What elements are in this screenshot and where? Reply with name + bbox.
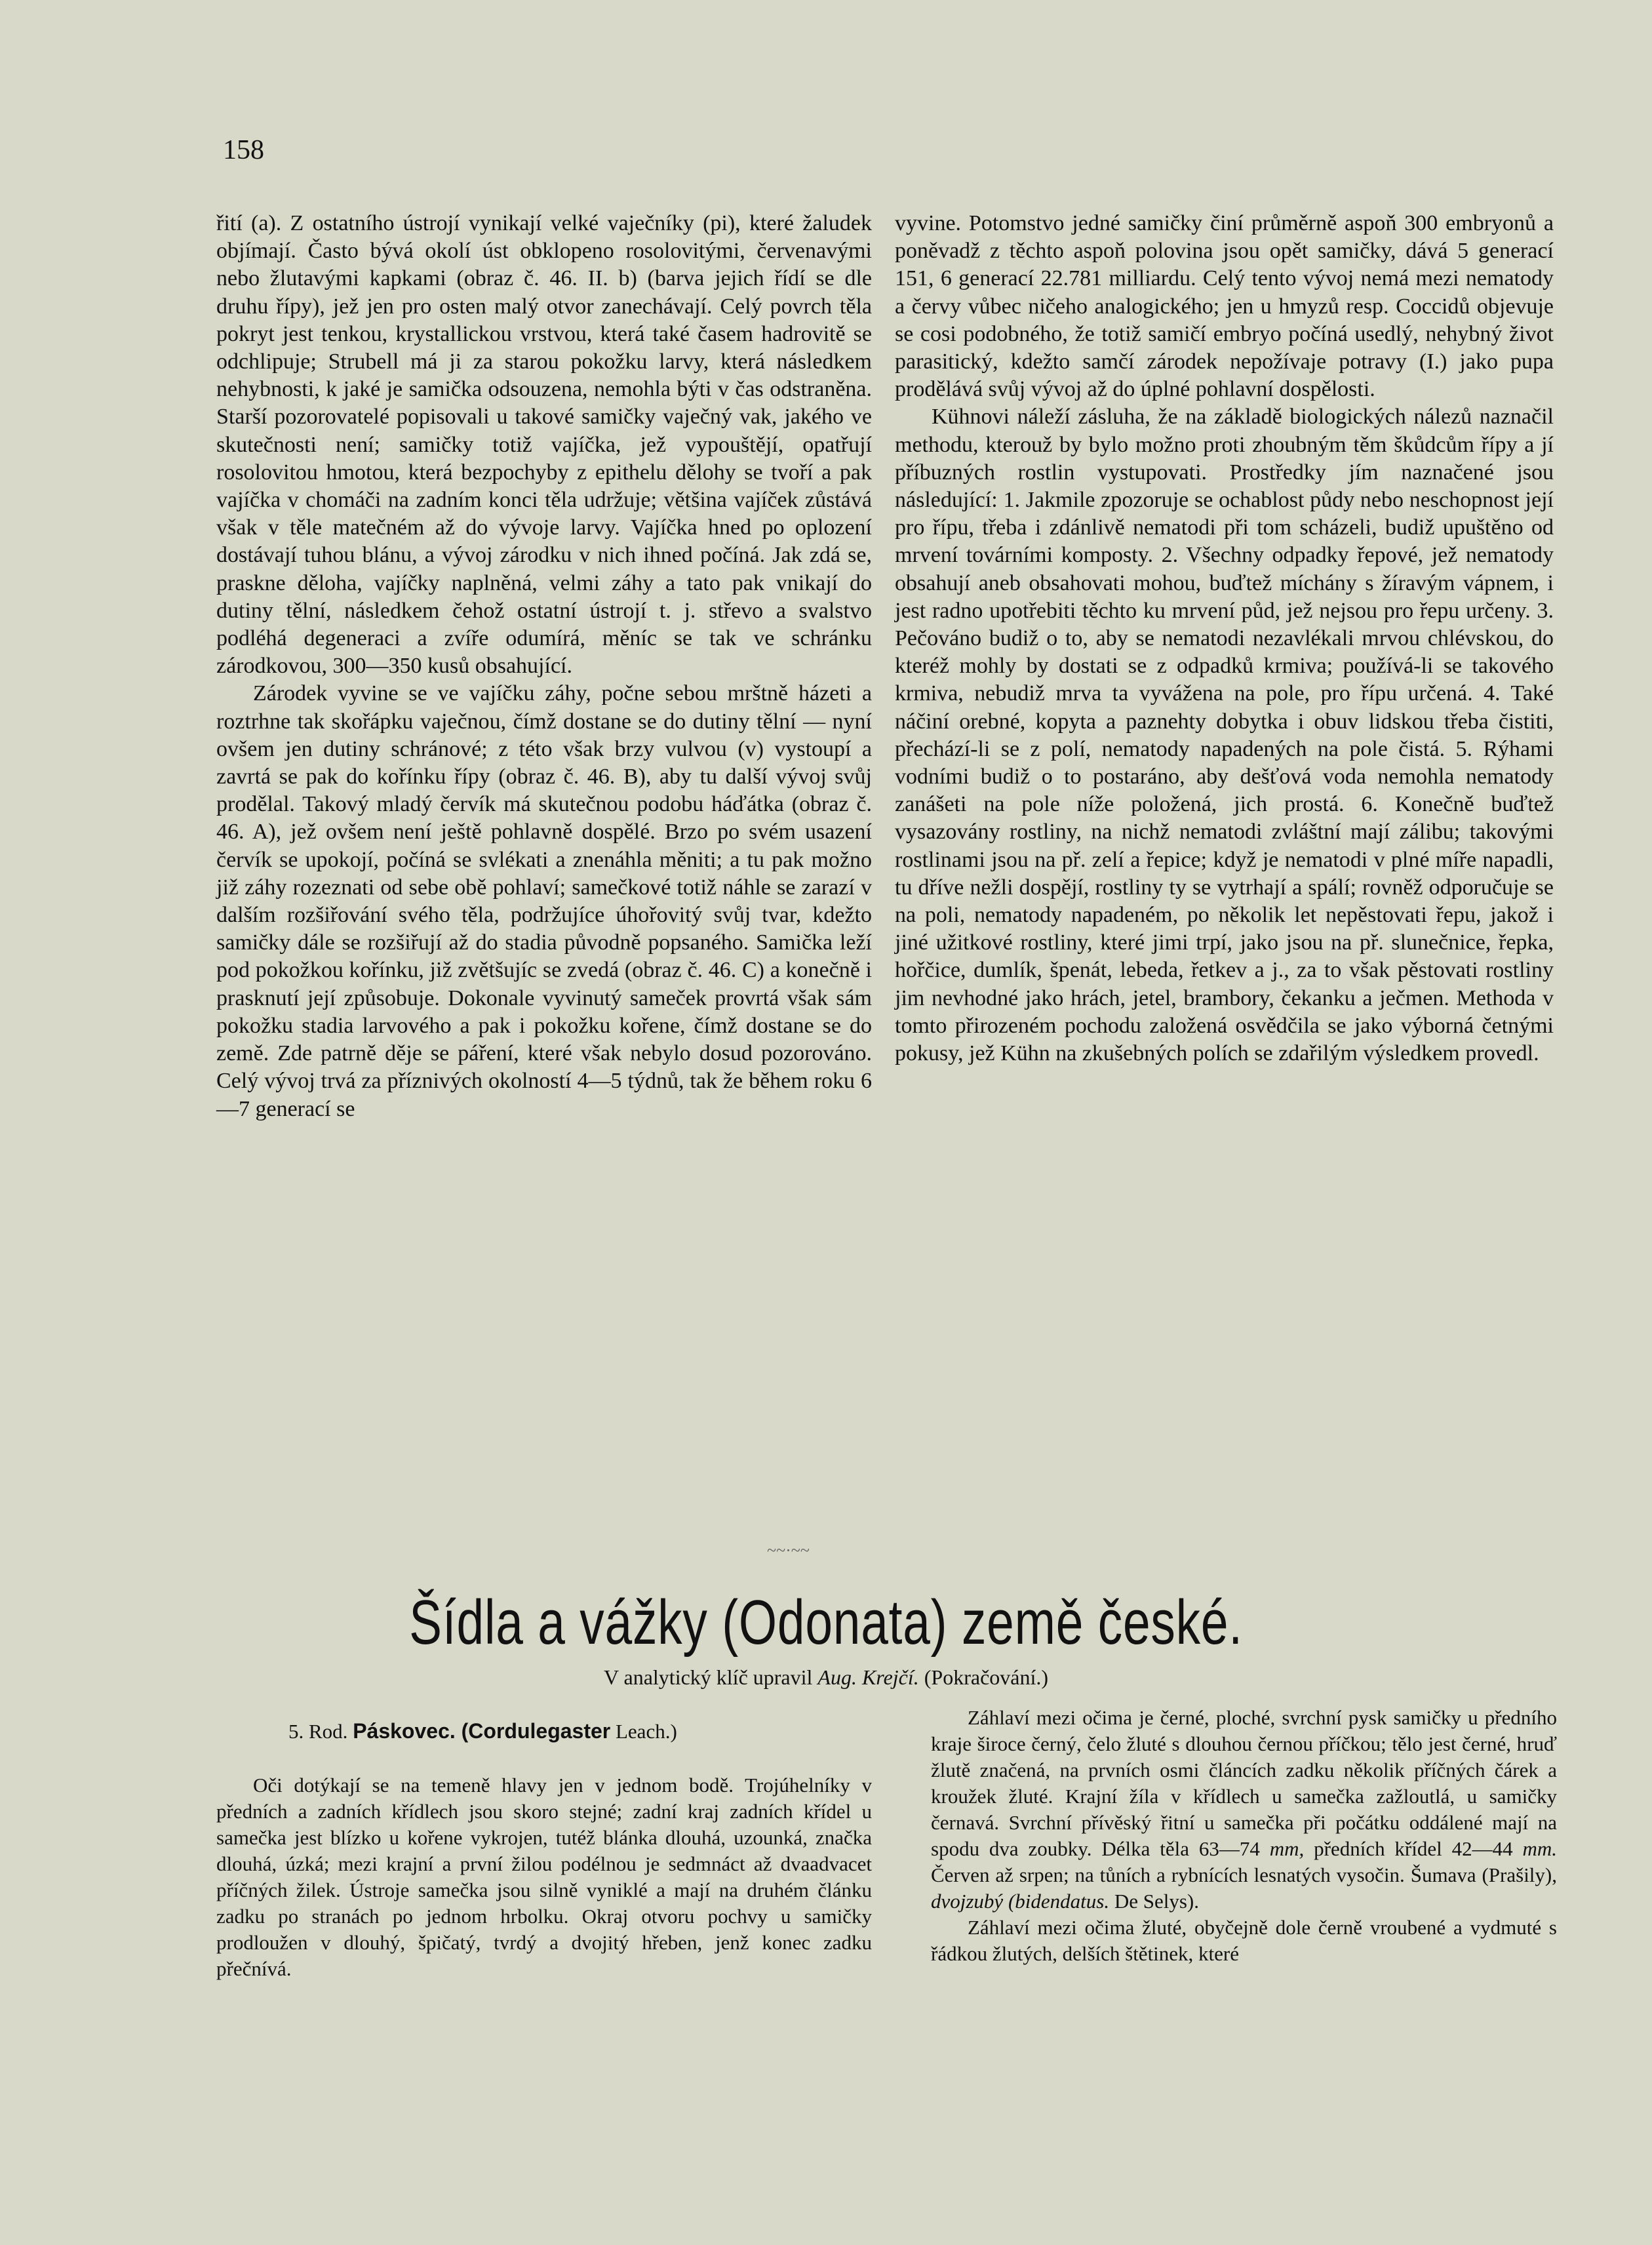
text-run: předních křídel 42—44 [1314, 1837, 1513, 1860]
paragraph: Zárodek vyvine se ve vajíčku záhy, počne sebou mrštně házeti a roztrhne tak skořápku vaječnou, čímž dostane se do dutiny tělní — nyní ovšem jen dutiny schránové; z této však brzy vulvou (v) vystoupí a zavrtá se pak do kořínku řípy (obraz č. 46. B), aby tu další vývoj svůj prodělal. Takový mladý červík má skutečnou podobu háďátka (obraz č. 46. A), jež ovšem není ještě pohlavně dospělé. Brzo po svém usazení červík se upokojí, počíná se svlékati a znenáhla měniti; a tu pak možno již záhy rozeznati od sebe obě pohlaví; samečkové totiž náhle se zarazí v dalším rozšiřování svého těla, podržujíce úhořovitý svůj tvar, kdežto samičky dále se rozšiřují až do stadia původně popsaného. Samička leží pod pokožkou kořínku, již zvětšujíc se zvedá (obraz č. 46. C) a konečně i prasknutí její způsobuje. Dokonale vyvinutý sameček provrtá však sám pokožku stadia larvového a pak i pokožku kořene, čímž dostane se do země. Zde patrně děje se páření, které však nebylo dosud pozorováno. Celý vývoj trvá za příznivých okolností 4—5 týdnů, tak že během roku 6—7 generací se [216, 681, 872, 1121]
text-run: Záhlaví mezi očima je černé, ploché, svrchní pysk samičky u předního kraje široce černý, čelo žluté s dlouhou černou příčkou; tělo jest černé, hruď žlutě značená, na prvních osmi článcích zadku několik příčných čárek a kroužek žluté. Krajní žíla v křídlech u samečka zažloutlá, u samičky černavá. Svrchní přívěský řitní u samečka při počátku oddálené mají na spodu dva zoubky. Délka těla 63—74 [931, 1706, 1557, 1860]
paragraph: Záhlaví mezi očima žluté, obyčejně dole černě vroubené a vydmuté s řádkou žlutých, delších štětinek, které [931, 1916, 1557, 1965]
right-column [895, 210, 1554, 1067]
article-subtitle [0, 1665, 1652, 1690]
author: Aug. Krejčí. [817, 1665, 919, 1689]
left-column [216, 210, 872, 1123]
genus-heading [216, 1718, 872, 1745]
unit: mm. [1522, 1837, 1557, 1860]
paragraph: Oči dotýkají se na temeně hlavy jen v jednom bodě. Trojúhelníky v předních a zadních křídlech jsou skoro stejné; zadní kraj zadních křídel u samečka jest blízko u kořene vykrojen, tutéž blánka dlouhá, uzounká, značka dlouhá, úzká; mezi krajní a první žilou podélnou je sedmnáct až dvaadvacet příčných žilek. Ústroje samečka jsou silně vyniklé a mají na druhém článku zadku po stranách po jednom hrbolku. Okraj otvoru pochvy u samičky prodloužen v dlouhý, špičatý, tvrdý a dvojitý hřeben, jenž konec zadku přečnívá. [216, 1774, 872, 1980]
text-run: Červen až srpen; na tůních a rybnících lesnatých vysočin. Šumava (Prašily), [931, 1863, 1557, 1886]
species-name: dvojzubý (bidendatus. [931, 1890, 1110, 1913]
genus-author: Leach.) [615, 1720, 677, 1743]
unit: mm, [1269, 1837, 1305, 1860]
genus-name: Páskovec. (Cordulegaster [353, 1719, 611, 1743]
paragraph: vyvine. Potomstvo jedné samičky činí průměrně aspoň 300 embryonů a poněvadž z těchto aspoň polovina jsou opět samičky, dává 5 generací 151, 6 generací 22.781 milliardu. Celý tento vývoj nemá mezi nematody a červy vůbec ničeho analogického; jen u hmyzů resp. Coccidů objevuje se cosi podobného, že totiž samičí embryo počíná usedlý, nehybný život parasitický, kdežto samčí zárodek nepožívaje potravy (I.) jako pupa prodělává svůj vývoj až do úplné pohlavní dospělosti. [895, 211, 1554, 402]
bottom-left-column [216, 1718, 872, 1982]
page-number: 158 [223, 135, 264, 165]
subtitle-prefix: V analytický klíč upravil [603, 1665, 813, 1689]
ornament-divider: ~~·~~ [767, 1541, 810, 1560]
species-author: De Selys). [1114, 1890, 1199, 1913]
genus-number: 5. Rod. [288, 1720, 348, 1743]
bottom-right-column [931, 1705, 1557, 1967]
paragraph: Kühnovi náleží zásluha, že na základě biologických nálezů naznačil methodu, kterouž by bylo možno proti zhoubným těm škůdcům řípy a jí příbuzných rostlin vystupovati. Prostředky jím naznačené jsou následující: 1. Jakmile zpozoruje se ochablost půdy nebo neschopnost její pro řípu, třeba i zdánlivě nematodi při tom scházeli, budiž upuštěno od mrvení továrními komposty. 2. Všechny odpadky řepové, jež nematody obsahují aneb obsahovati mohou, buďtež míchány s žíravým vápnem, i jest radno upotřebiti těchto ku mrvení půd, jež nejsou pro řepu určeny. 3. Pečováno budiž o to, aby se nematodi nezavlékali mrvou chlévskou, do kteréž mohly by dostati se z odpadků krmiva; používá-li se takového krmiva, nebudiž mrva ta vyvážena na pole, pro řípu určená. 4. Také náčiní orebné, kopyta a paznehty dobytka i obuv lidskou třeba čistiti, přechází-li se z polí, nematody napadených na pole čistá. 5. Rýhami vodními budiž o to postaráno, aby dešťová voda nemohla nematody zanášeti na pole níže položená, jich prostá. 6. Konečně buďtež vysazovány rostliny, na nichž nematodi zvláštní mají zálibu; takovými rostlinami jsou na př. zelí a řepice; když je nematodi v plné míře napadli, tu dříve nežli dospějí, rostliny ty se vytrhají a spálí; rovněž odporučuje se na poli, nematody napadeném, po několik let nepěstovati řepu, jakož i jiné užitkové rostliny, které jimi trpí, jako jsou na př. slunečnice, řepka, hořčice, dumlík, špenát, lebeda, řetkev a j., za to však pěstovati rostliny jim nevhodné jako hrách, jetel, brambory, čekanku a ječmen. Methoda v tomto přirozeném pochodu založená osvědčila se jako výborná četnými pokusy, jež Kühn na zkušebných polích se zdařilým výsledkem provedl. [895, 405, 1554, 1066]
continued-note: (Pokračování.) [924, 1665, 1049, 1689]
paragraph: řití (a). Z ostatního ústrojí vynikají velké vaječníky (pi), které žaludek objímají. Často bývá okolí úst obklopeno rosolovitými, červenavými nebo žlutavými kapkami (obraz č. 46. II. b) (barva jejich řídí se dle druhu řípy), jež jen pro osten malý otvor zanechávají. Celý povrch těla pokryt jest tenkou, krystallickou vrstvou, která také časem hadrovitě se odchlipuje; Strubell má ji za starou pokožku larvy, která následkem nehybnosti, k jaké je samička odsouzena, nemohla býti v čas odstraněna. Starší pozorovatelé popisovali u takové samičky vaječný vak, jakého ve skutečnosti není; samičky totiž vajíčka, jež vypouštějí, opatřují rosolovitou hmotou, která bezpochyby z epithelu dělohy se tvoří a pak vajíčka v chomáči na zadním konci těla udržuje; většina vajíček zůstává však v těle matečném až do vývoje larvy. Vajíčka hned po oplození dostávají tuhou blánu, a vývoj zárodku v nich ihned počíná. Jak zdá se, praskne děloha, vajíčky naplněná, velmi záhy a tato pak vnikají do dutiny tělní, následkem čehož ostatní ústrojí t. j. střevo a svalstvo podléhá degeneraci a zvíře odumírá, měníc se tak ve schránku zárodkovou, 300—350 kusů obsahující. [216, 211, 872, 679]
article-title: Šídla a vážky (Odonata) země české. [409, 1587, 1243, 1658]
paragraph [931, 1705, 1557, 1915]
